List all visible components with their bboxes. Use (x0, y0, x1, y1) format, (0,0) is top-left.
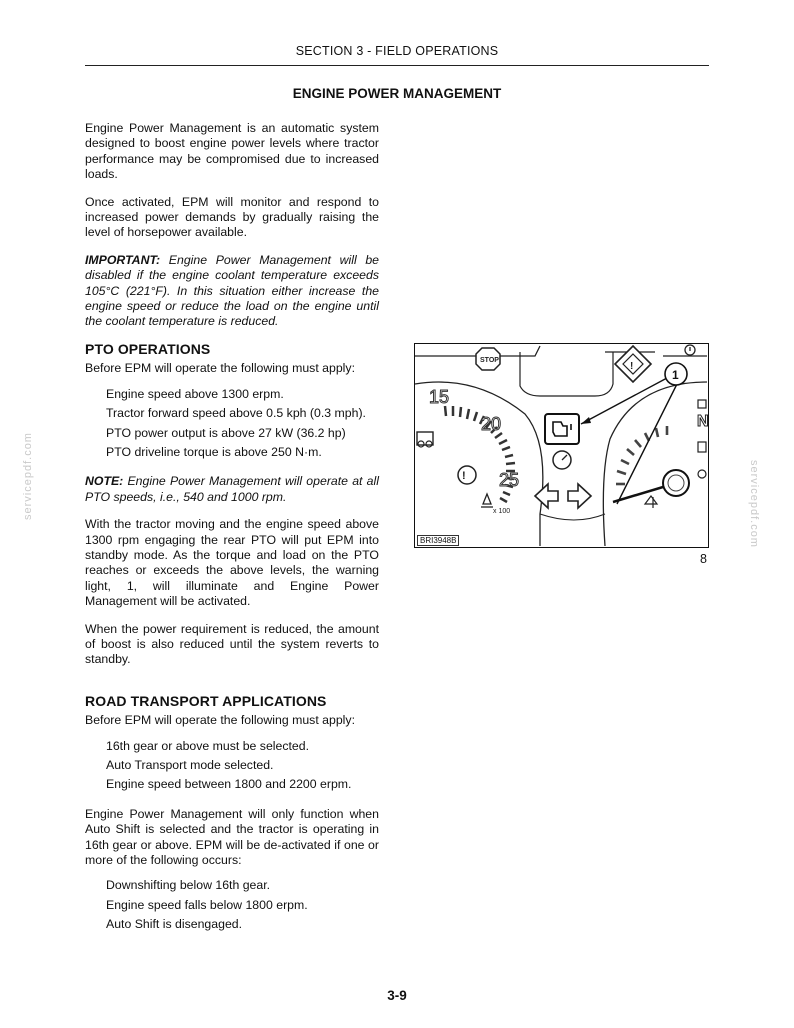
pto-paragraph-2: When the power requirement is reduced, the amount of boost is also reduced until the system reverts to standby. (85, 621, 379, 667)
tractor-icon (417, 432, 433, 447)
gauge-label-25: 25 (499, 470, 520, 490)
edge-icon-top (698, 400, 706, 408)
temperature-gauge (613, 426, 689, 508)
pto-lead: Before EPM will operate the following must apply: (85, 361, 355, 376)
edge-icon-mid (698, 442, 706, 452)
gauge-multiplier: x 100 (493, 508, 511, 515)
pto-conditions-list (106, 387, 379, 461)
list-item: Engine speed falls below 1800 erpm. (106, 897, 308, 912)
road-heading: ROAD TRANSPORT APPLICATIONS (85, 692, 327, 709)
edge-icon-low (698, 470, 706, 478)
section-header: SECTION 3 - FIELD OPERATIONS (295, 44, 499, 58)
important-label: IMPORTANT: (85, 252, 161, 267)
note-text: Engine Power Management will operate at all PTO speeds, i.e., 540 and 1000 rpm. (85, 474, 379, 504)
stop-icon (476, 348, 500, 370)
important-note (85, 253, 379, 330)
hazard-icon (615, 346, 651, 382)
coolant-icon (481, 494, 493, 507)
pto-note (85, 474, 379, 505)
list-item: PTO power output is above 27 kW (36.2 hp) (106, 425, 346, 440)
intro-paragraph-2: Once activated, EPM will monitor and respond to increased power demands by gradually raising the level of horsepower available. (85, 194, 379, 240)
watermark-left: servicepdf.com (22, 432, 34, 520)
pto-heading: PTO OPERATIONS (85, 340, 211, 357)
left-turn-arrow-icon (535, 484, 558, 508)
road-conditions-list (106, 739, 379, 793)
list-item: Engine speed between 1800 and 2200 erpm. (106, 777, 352, 792)
note-label: NOTE: (85, 474, 124, 489)
list-item: Engine speed above 1300 erpm. (106, 386, 284, 401)
list-item: Downshifting below 16th gear. (106, 878, 271, 893)
spacer (85, 680, 379, 694)
figure-code: BRI3948B (417, 535, 459, 546)
figure-number: 8 (700, 552, 707, 566)
list-item: PTO driveline torque is above 250 N·m. (106, 444, 322, 459)
svg-text:!: ! (462, 470, 466, 482)
stop-label: STOP (480, 357, 499, 364)
warning-lamp-icon (458, 466, 476, 484)
right-turn-arrow-icon (568, 484, 591, 508)
instrument-panel-figure (414, 343, 709, 548)
list-item: Auto Shift is disengaged. (106, 917, 243, 932)
road-paragraph-1: Engine Power Management will only function when Auto Shift is selected and the tractor is operating in 16th gear or above. EPM will be de-activated if one or more of the following occurs: (85, 806, 379, 868)
list-item: Auto Transport mode selected. (106, 758, 274, 772)
road-lead: Before EPM will operate the following must apply: (85, 713, 355, 728)
watermark-right: servicepdf.com (748, 460, 760, 548)
header-rule (85, 65, 709, 66)
svg-text:!: ! (630, 361, 634, 372)
indicator-icon (685, 345, 695, 355)
road-deactivation-list (106, 878, 379, 932)
page-title: ENGINE POWER MANAGEMENT (292, 86, 502, 101)
gauge-label-15: 15 (429, 387, 450, 407)
list-item: Tractor forward speed above 0.5 kph (0.3 mph). (106, 406, 366, 421)
important-text: Engine Power Management will be disabled if the engine coolant temperature exceeds 105°C (221°F). In this situation either increase the engine speed or reduce the load on the engine until the coolant temperature is reduced. (85, 252, 379, 329)
text-column (85, 121, 379, 947)
intro-paragraph-1: Engine Power Management is an automatic system designed to boost engine power levels where tractor performance may be compromised due to increased loads. (85, 121, 379, 182)
callout-number: 1 (672, 368, 679, 382)
gauge-icon (553, 451, 571, 469)
gauge-label-20: 20 (481, 414, 502, 434)
page-number: 3-9 (387, 988, 407, 1003)
epm-warning-light (545, 414, 579, 444)
instrument-panel-drawing (415, 344, 707, 546)
list-item: 16th gear or above must be selected. (106, 738, 310, 753)
pto-paragraph-1: With the tractor moving and the engine speed above 1300 rpm engaging the rear PTO will put EPM into standby mode. As the torque and load on the PTO reaches or exceeds the above levels, the warning light, 1, will illuminate and Engine Power Management will be activated. (85, 517, 379, 609)
right-letter: N (697, 413, 709, 430)
